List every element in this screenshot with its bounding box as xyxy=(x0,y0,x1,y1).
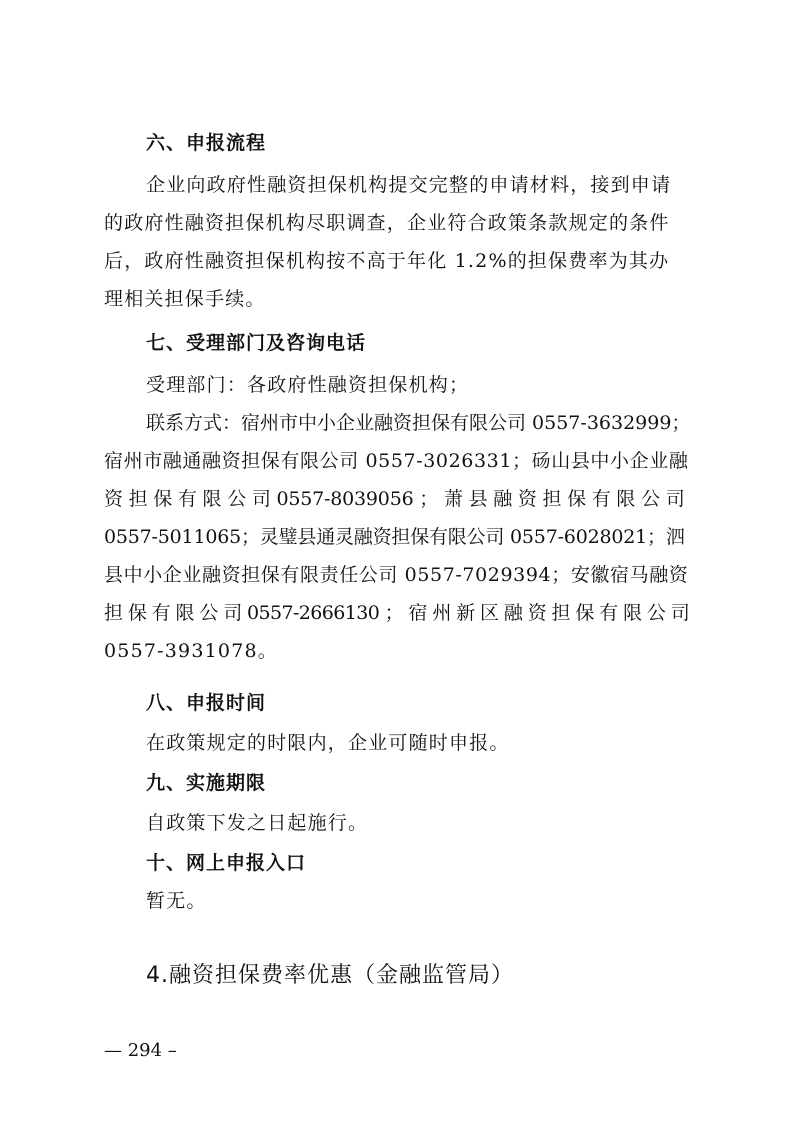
section-heading-online-portal: 十、网上申报入口 xyxy=(146,852,307,874)
paragraph-line: 资 担 保 有 限 公 司 0557-8039056 ； 萧 县 融 资 担 保 有 限 公 司 xyxy=(104,488,685,510)
section-heading-department-contact: 七、受理部门及咨询电话 xyxy=(146,332,367,354)
paragraph-line: 宿州市融通融资担保有限公司 0557-3026331；砀山县中小企业融 xyxy=(104,450,689,472)
paragraph-line: 暂无。 xyxy=(146,890,207,912)
paragraph-line: 担 保 有 限 公 司 0557-2666130 ； 宿 州 新 区 融 资 担 保 有 限 公 司 xyxy=(104,602,690,624)
paragraph-line: 企业向政府性融资担保机构提交完整的申请材料，接到申请 xyxy=(146,174,672,196)
paragraph-line: 0557-5011065；灵璧县通灵融资担保有限公司 0557-6028021；泗 xyxy=(104,526,685,548)
paragraph-line: 受理部门：各政府性融资担保机构； xyxy=(146,374,470,396)
paragraph-line: 县中小企业融资担保有限责任公司 0557-7029394；安徽宿马融资 xyxy=(104,564,689,586)
paragraph-line: 的政府性融资担保机构尽职调查，企业符合政策条款规定的条件 xyxy=(104,212,670,234)
page-number: — 294 – xyxy=(104,1040,177,1061)
next-section-title: 4.融资担保费率优惠（金融监管局） xyxy=(146,963,514,988)
paragraph-line: 自政策下发之日起施行。 xyxy=(146,812,369,834)
section-heading-application-time: 八、申报时间 xyxy=(146,692,267,714)
section-heading-implementation-period: 九、实施期限 xyxy=(146,772,267,794)
paragraph-line: 在政策规定的时限内，企业可随时申报。 xyxy=(146,732,510,754)
paragraph-line: 联系方式：宿州市中小企业融资担保有限公司 0557-3632999； xyxy=(146,412,691,434)
paragraph-line: 后，政府性融资担保机构按不高于年化 1.2%的担保费率为其办 xyxy=(104,250,670,272)
paragraph-line: 理相关担保手续。 xyxy=(104,288,266,310)
paragraph-line: 0557-3931078。 xyxy=(104,640,278,662)
section-heading-application-process: 六、申报流程 xyxy=(146,132,267,154)
